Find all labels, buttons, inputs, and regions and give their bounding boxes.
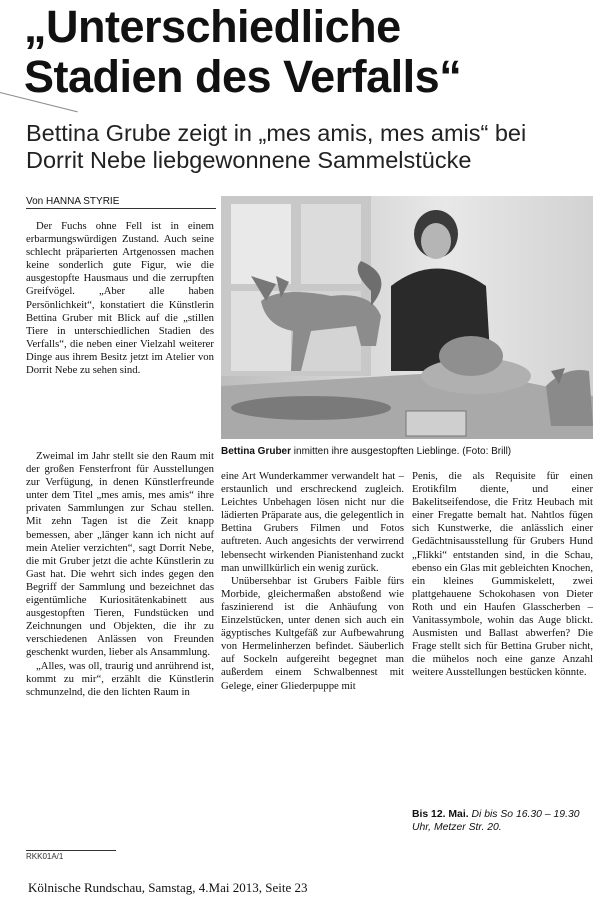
exhibition-info bbox=[412, 808, 593, 834]
photo-illustration bbox=[221, 196, 593, 439]
headline-line-1: „Unterschiedliche bbox=[24, 1, 401, 52]
paragraph: Unübersehbar ist Grubers Faible fürs Morbide, gleichermaßen abstoßend wie faszinierend ist die Anhäufung von Einzelstücken, unter denen sich auch ein ägyptisches Kultgefäß zur Aufbewahrung von Hermelinherzen befindet. Säuberlich auf Sockeln aufgereiht begegnet man außerdem einem Schwalbennest mit Gelege, einer Gliederpuppe mit bbox=[221, 574, 404, 692]
byline: Von HANNA STYRIE bbox=[26, 196, 120, 207]
code-rule bbox=[26, 850, 116, 851]
article-column-2 bbox=[221, 470, 404, 693]
source-line: Kölnische Rundschau, Samstag, 4.Mai 2013, Seite 23 bbox=[28, 880, 308, 895]
article-photo bbox=[221, 196, 593, 439]
paragraph: „Alles, was oll, traurig und anrührend ist, kommt zu mir“, erzählt die Künstlerin schmunzelnd, die den lichten Raum in bbox=[26, 659, 214, 698]
headline bbox=[24, 2, 584, 102]
page-code: RKK01A/1 bbox=[26, 852, 64, 861]
byline-rule bbox=[26, 208, 216, 209]
caption-name: Bettina Gruber bbox=[221, 446, 292, 457]
article-column-1-bottom bbox=[26, 450, 214, 699]
caption-text: inmitten ihre ausgestopften Lieblinge. (Foto: Brill) bbox=[291, 446, 512, 457]
info-hours-address: Di bis So 16.30 – 19.30 Uhr, Metzer Str. 20. bbox=[412, 809, 580, 833]
paragraph: Der Fuchs ohne Fell ist in einem erbarmungswürdigen Zustand. Auch seine schlecht präparierten Artgenossen machen keine sonderlich gute Figur, wie die ausgestopfte Hausmaus und die zerrupften Greifvögel. „Aber alle haben Persönlichkeit“, konstatiert die Künstlerin Bettina Gruber mit Blick auf die „stillen Tiere in unterschiedlichen Stadien des Verfalls“, die neben einer Vielzahl weiterer Dinge aus ihrem Besitz jetzt im Atelier von Dorrit Nebe zu sehen sind. bbox=[26, 220, 214, 377]
headline-line-2: Stadien des Verfalls“ bbox=[24, 51, 462, 102]
info-date: Bis 12. Mai. bbox=[412, 809, 469, 820]
photo-caption bbox=[221, 446, 593, 457]
article-column-1-top bbox=[26, 220, 214, 377]
paragraph: eine Art Wunderkammer verwandelt hat – erstaunlich und erschreckend zugleich. Leichtes Unbehagen lösen nicht nur die lädierten Präparate aus, die gelegentlich in Bettina Grubers Filmen und Fotos auftreten. Auch angesichts der verwirrend lebensecht wirkenden Pianistenhand zuckt man unwillkürlich ein wenig zurück. bbox=[221, 470, 404, 574]
paragraph: Penis, die als Requisite für einen Erotikfilm diente, und einer Bakelitseifendose, die Fritz Heubach mit einer Fregatte bemalt hat. Nahtlos fügen sich Kunstwerke, die anlässlich einer Gedächtnisausstellung für Grubers Hund „Flikki“ entstanden sind, in die Schau, ebenso ein Glas mit gebleichten Knochen, ein kleines Gummiskelett, zwei plattgehauene Schokohasen von Dieter Roth und ein Haufen Glasscherben – Vanitassymbole, wohin das Auge blickt. Ausmisten und Ballast abwerfen? Die Frage stellt sich für Bettina Gruber nicht, die mühelos noch eine ganze Anzahl weitere Ausstellungen bestücken könnte. bbox=[412, 470, 593, 679]
paragraph: Zweimal im Jahr stellt sie den Raum mit der großen Fensterfront für Ausstellungen zur Verfügung, in denen Künstlerfreunde unter dem Titel „mes amis, mes amis“ ihre privaten Sammlungen zur Schau stellen. Mit zehn Tagen ist die Zeit knapp bemessen, aber „länger kann ich nicht auf mein Atelier verzichten“, sagt Dorrit Nebe, die mit Gruber jetzt die achte Künstlerin zu Gast hat. Die wehrt sich indes gegen den Begriff der Sammlung und bezeichnet das eigentümliche Kuriositätenkabinett aus ausgestopften Tieren, Fundstücken und Zeichnungen und Objekten, die ihr zu verschiedenen Anlässen von Freunden geschenkt wurden, lieber als Ansammlung. bbox=[26, 450, 214, 659]
subheadline: Bettina Grube zeigt in „mes amis, mes amis“ bei Dorrit Nebe liebgewonnene Sammelstücke bbox=[26, 120, 527, 173]
article-column-3 bbox=[412, 470, 593, 680]
